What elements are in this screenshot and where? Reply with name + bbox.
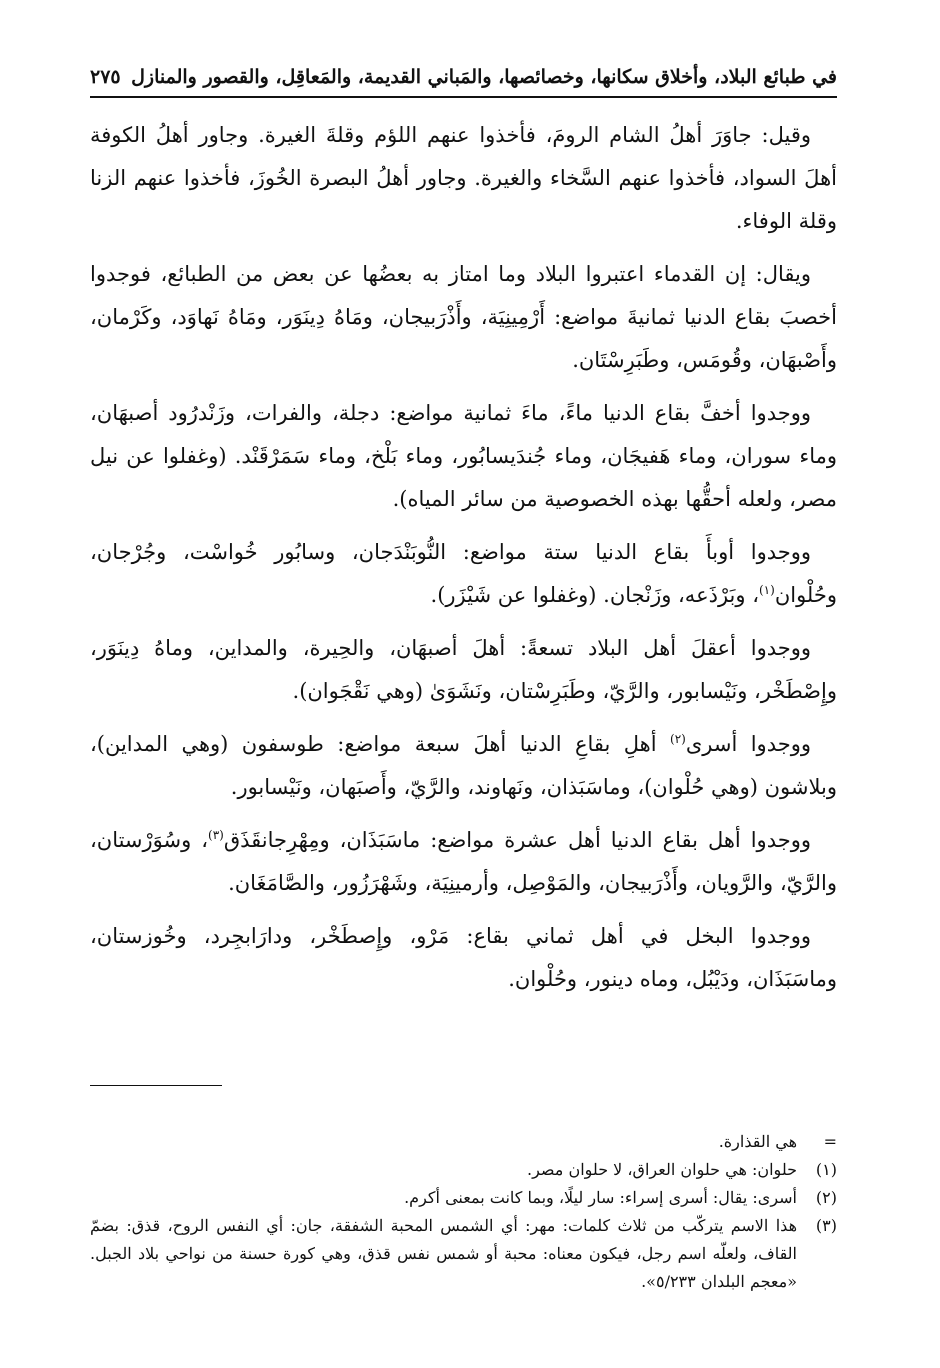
paragraph-text: أهلِ بقاعِ الدنيا أهلَ سبعة مواضع: طوسفون (وهي المداين)، وبلاشون (وهي حُلْوان)، وماسَبَذان، ونَهاوند، والرَّيّ، وأَصبَهان، ونَيْسابور. [90, 732, 837, 799]
running-title: في طبائع البلاد، وأخلاق سكانها، وخصائصها، والمَباني القديمة، والمَعاقِل، والقصور والمنازل [131, 66, 837, 88]
paragraph-text: ويقال: إن القدماء اعتبروا البلاد وما امتاز به بعضُها عن بعض من الطبائع، فوجدوا أخصبَ بقاع الدنيا ثمانيةَ مواضع: أَرْمِينِيَة، وأَذْرَبيجان، ومَاهُ دِينَوَر، ومَاهُ نَهاوَد، وكَرْمان، وأَصْبهَان، وقُومَس، وطَبَرِسْتَان. [90, 262, 837, 372]
footnote-divider [90, 1085, 222, 1086]
footnote-text: هي القذارة. [718, 1132, 797, 1151]
footnotes [90, 1128, 837, 1296]
footnote-text: أسرى: يقال: أسرى إسراء: سار ليلًا، وبما كانت بمعنى أكرم. [404, 1188, 797, 1207]
paragraph-text: ووجدوا أوبأَ بقاع الدنيا ستة مواضع: النُّوبَنْدَجان، وسابُور خُواسْت، وجُرْجان، وحُلْوان [90, 540, 837, 607]
footnote-mark: = [823, 1132, 837, 1151]
main-text [90, 114, 837, 1001]
paragraph [90, 114, 837, 243]
footnote [90, 1184, 837, 1212]
paragraph-text: ووجدوا أسرى [685, 732, 811, 756]
paragraph [90, 392, 837, 521]
page [90, 66, 837, 1011]
footnote [90, 1156, 837, 1184]
paragraph [90, 723, 837, 809]
footnote-text: هذا الاسم يتركّب من ثلاث كلمات: مهر: أي الشمس المحبة الشفقة، جان: أي النفس الروح، قذق: بضمّ القاف، ولعلّه اسم رجل، فيكون معناه: محبة أو شمس نفس قذق، وهي كورة حسنة من نواحي بلاد الجبل. «معجم البلدان ٥/٢٣٣». [90, 1216, 798, 1291]
footnote [90, 1128, 837, 1156]
paragraph-text: ووجدوا أهل بقاع الدنيا أهل عشرة مواضع: ماسَبَذَان، ومِهْرِجانقَذَق [223, 828, 811, 852]
paragraph-text: ووجدوا أعقلَ أهل البلاد تسعةً: أهلَ أصبهَان، والحِيرة، والمداين، وماهُ دِينَوَر، وإِصْطَخْر، ونَيْسابور، والرَّيّ، وطَبَرِسْتان، ونَشَوَىٰ (وهي نَقْجَوان). [90, 636, 837, 703]
footnote-ref: (١) [758, 583, 775, 597]
running-header [90, 66, 837, 98]
paragraph [90, 253, 837, 382]
footnote-ref: (٢) [670, 732, 686, 746]
paragraph [90, 819, 837, 905]
paragraph-text: ووجدوا أخفَّ بقاع الدنيا ماءً، ماءَ ثمانية مواضع: دجلة، والفرات، وزَنْدرُود أصبهَان، وماء سوران، وماء هَفيجَان، وماء جُندَيسابُور، وماء بَلْخ، وماء سَمَرْقَنْد. (وغفلوا عن نيل مصر، ولعله أحقُّها بهذه الخصوصية من سائر المياه). [90, 401, 837, 511]
footnote-ref: (٣) [208, 828, 224, 842]
footnote-mark: (٢) [815, 1188, 837, 1207]
footnote-mark: (٣) [815, 1216, 837, 1235]
paragraph-text: وقيل: جاوَرَ أهلُ الشام الرومَ، فأخذوا عنهم اللؤم وقلةَ الغيرة. وجاور أهلُ الكوفة أهلَ السواد، فأخذوا عنهم السَّخاء والغيرة. وجاور أهلُ البصرة الخُوزَ، فأخذوا عنهم الزنا وقلة الوفاء. [90, 123, 837, 233]
paragraph [90, 531, 837, 617]
paragraph-text: ووجدوا البخل في أهل ثماني بقاع: مَرْو، وإِصطَخْر، ودارَابجِرد، وخُوزستان، وماسَبَذَان، ودَيْبُل، وماه دينور، وحُلْوان. [90, 924, 837, 991]
footnote [90, 1212, 837, 1296]
page-number: ٢٧٥ [90, 66, 121, 88]
footnote-mark: (١) [815, 1160, 837, 1179]
paragraph [90, 627, 837, 713]
paragraph [90, 915, 837, 1001]
paragraph-text: ، وسُوَرْستان، والرَّيّ، والرَّويان، وأَذْرَبيجان، والمَوْصِل، وأرمينِيَة، وشَهْرَزُور، والصَّامَغَان. [90, 828, 837, 895]
paragraph-text: ، وبَرْذَعه، وزَنْجان. (وغفلوا عن شَيْزَر). [430, 583, 759, 607]
footnote-text: حلوان: هي حلوان العراق، لا حلوان مصر. [527, 1160, 797, 1179]
